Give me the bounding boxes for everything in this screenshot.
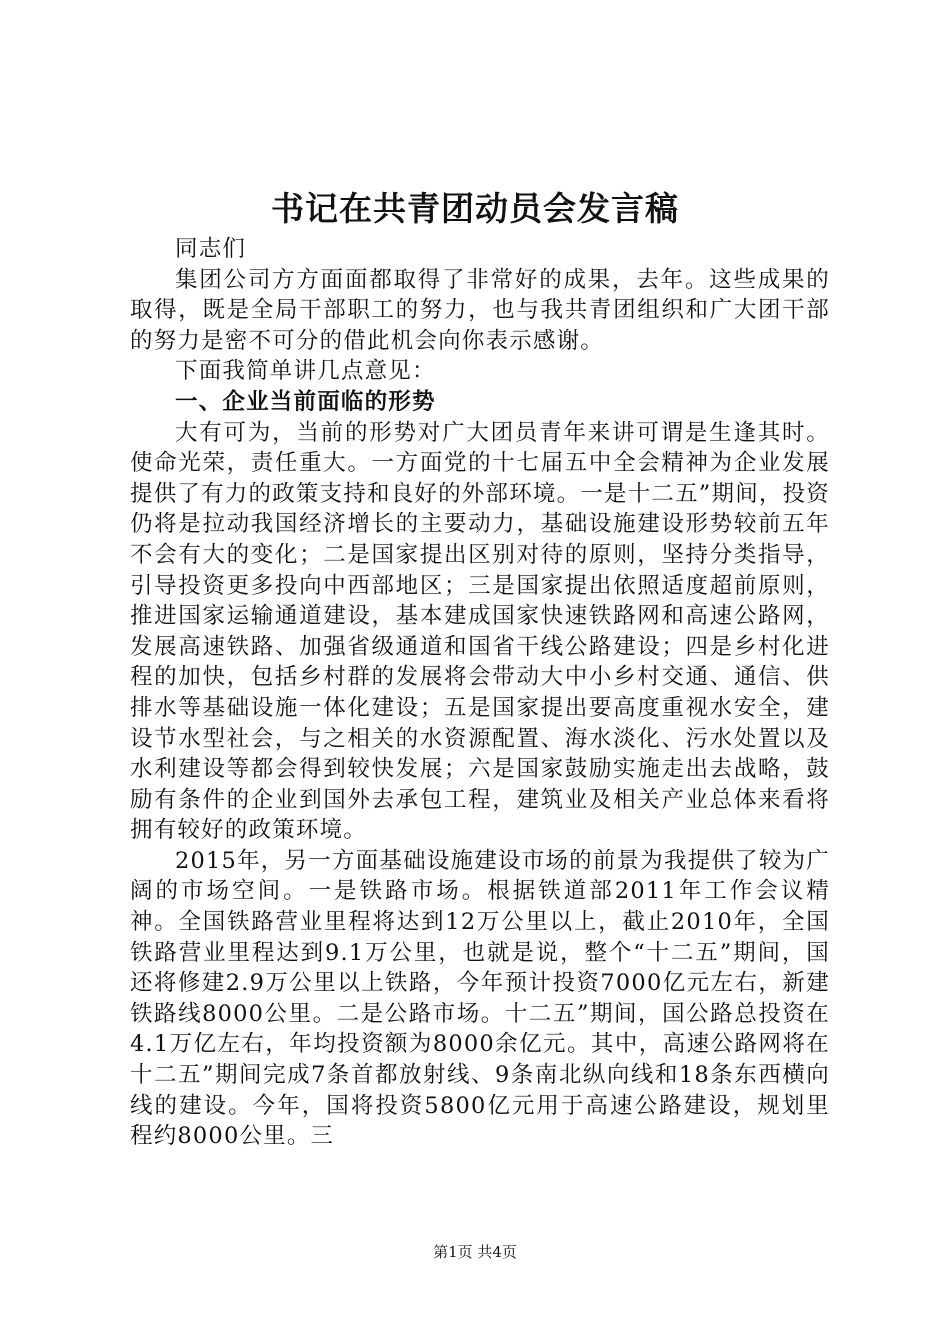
paragraph-situation: 大有可为，当前的形势对广大团员青年来讲可谓是生逢其时。使命光荣，责任重大。一方面党的十七届五中全会精神为企业发展提供了有力的政策支持和良好的外部环境。一是十二五”期间，投资仍将是拉动我国经济增长的主要动力，基础设施建设形势较前五年不会有大的变化；二是国家提出区别对待的原则，坚持分类指导，引导投资更多投向中西部地区；三是国家提出依照适度超前原则，推进国家运输通道建设，基本建成国家快速铁路网和高速公路网，发展高速铁路、加强省级通道和国省干线公路建设；四是乡村化进程的加快，包括乡村群的发展将会带动大中小乡村交通、通信、供排水等基础设施一体化建设；五是国家提出要高度重视水安全，建设节水型社会，与之相关的水资源配置、海水淡化、污水处置以及水利建设等都会得到较快发展；六是国家鼓励实施走出去战略，鼓励有条件的企业到国外去承包工程，建筑业及相关产业总体来看将拥有较好的政策环境。 xyxy=(130,419,831,844)
document-body xyxy=(130,234,830,1152)
section-heading: 一、企业当前面临的形势 xyxy=(175,388,436,415)
salutation: 同志们 xyxy=(175,236,247,262)
paragraph-opinions: 下面我简单讲几点意见： xyxy=(175,358,436,385)
paragraph-market: 2015年，另一方面基础设施建设市场的前景为我提供了较为广阔的市场空间。一是铁路市场。根据铁道部2011年工作会议精神。全国铁路营业里程将达到12万公里以上，截止2010年，全国铁路营业里程达到9.1万公里，也就是说，整个“十二五”期间，国还将修建2.9万公里以上铁路，今年预计投资7000亿元左右，新建铁路线8000公里。二是公路市场。十二五”期间，国公路总投资在4.1万亿左右，年均投资额为8000余亿元。其中，高速公路网将在十二五”期间完成7条首都放射线、9条南北纵向线和18条东西横向线的建设。今年，国将投资5800亿元用于高速公路建设，规划里程约8000公里。三 xyxy=(130,847,830,1150)
page-footer: 第1页 共4页 xyxy=(433,1243,517,1261)
paragraph-intro: 集团公司方方面面都取得了非常好的成果，去年。这些成果的取得，既是全局干部职工的努力，也与我共青团组织和广大团干部的努力是密不可分的借此机会向你表示感谢。 xyxy=(130,266,830,354)
document-title: 书记在共青团动员会发言稿 xyxy=(271,189,679,228)
